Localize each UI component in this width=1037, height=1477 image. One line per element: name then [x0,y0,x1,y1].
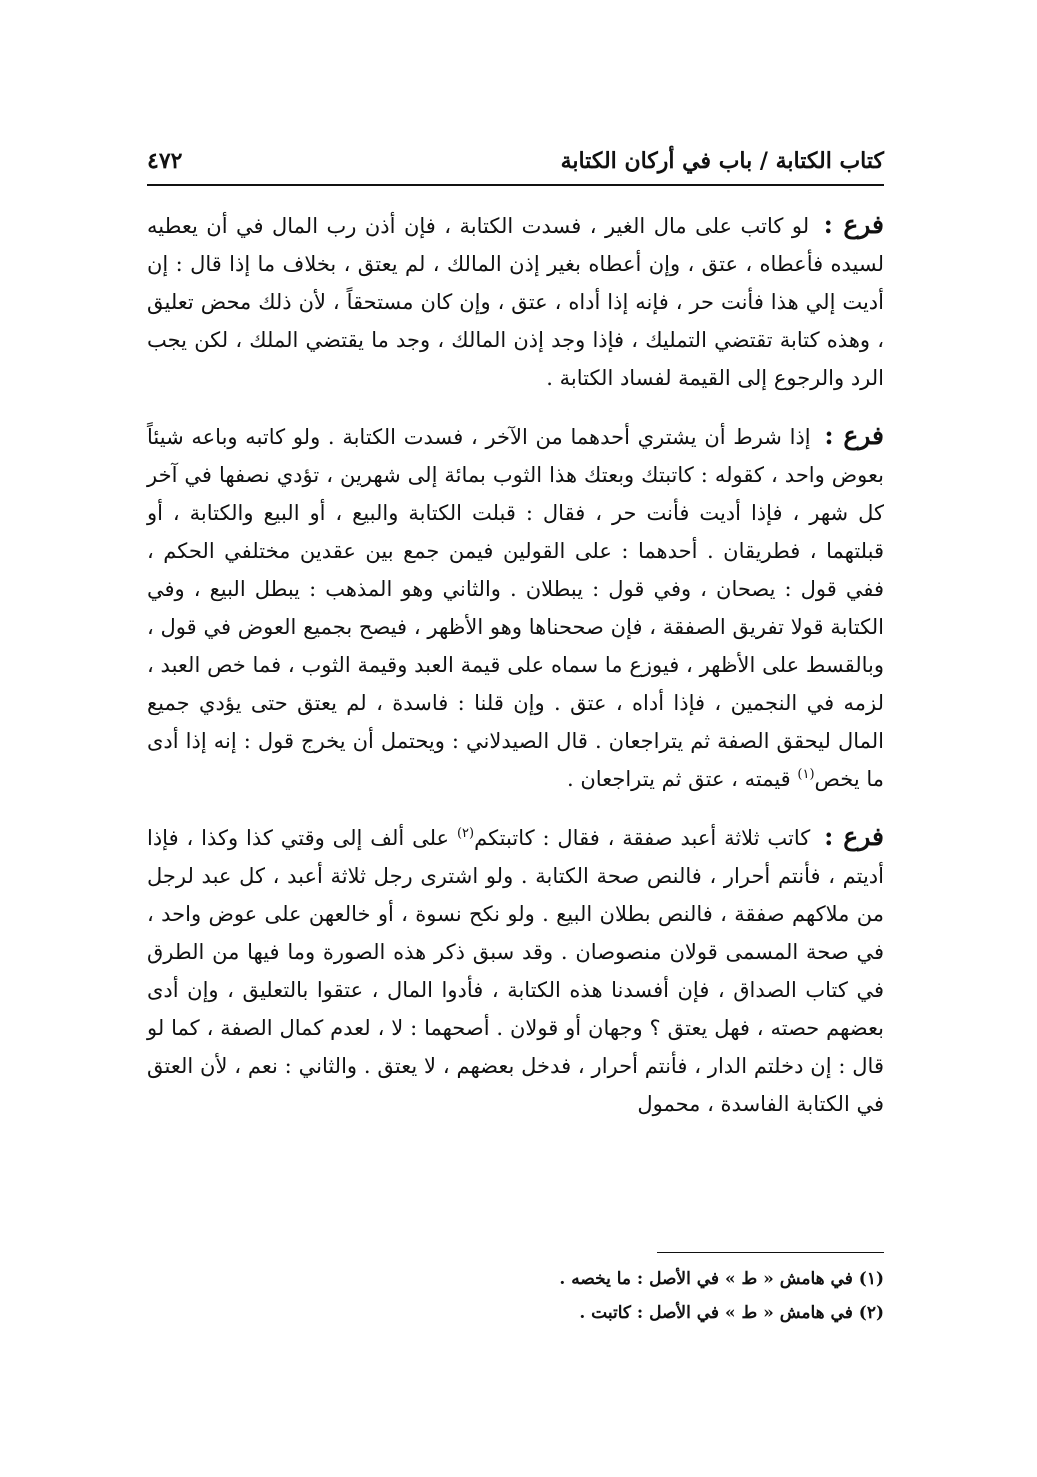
running-title: كتاب الكتابة / باب في أركان الكتابة [560,148,884,174]
paragraph-text: لو كاتب على مال الغير ، فسدت الكتابة ، فإن أذن رب المال في أن يعطيه لسيده فأعطاه ، عتق ، وإن أعطاه بغير إذن المالك ، لم يعتق ، بخلاف ما إذا قال : إن أديت إلي هذا فأنت حر ، فإنه إذا أداه ، عتق ، وإن كان مستحقاً ، لأن ذلك محض تعليق ، وهذه كتابة تقتضي التمليك ، فإذا وجد إذن المالك ، وجد ما يقتضي الملك ، لكن يجب الرد والرجوع إلى القيمة لفساد الكتابة . [147,214,884,390]
main-text [147,206,884,1143]
footnote-divider [657,1252,884,1253]
page-number: ٤٧٢ [147,148,183,174]
footnote-reference: (٢) [456,826,475,841]
paragraph-1 [147,206,884,397]
paragraph-text-continued: على ألف إلى وقتي كذا وكذا ، فإذا أديتم ، فأنتم أحرار ، فالنص صحة الكتابة . ولو اشترى رجل ثلاثة أعبد ، كل عبد لرجل من ملاكهم صفقة ، فالنص بطلان البيع . ولو نكح نسوة ، أو خالعهن على عوض واحد ، في صحة المسمى قولان منصوصان . وقد سبق ذكر هذه الصورة وما فيها من الطرق في كتاب الصداق ، فإن أفسدنا هذه الكتابة ، فأدوا المال ، عتقوا بالتعليق ، وإن أدى بعضهم حصته ، فهل يعتق ؟ وجهان أو قولان . أصحهما : لا ، لعدم كمال الصفة ، كما لو قال : إن دخلتم الدار ، فأنتم أحرار ، فدخل بعضهم ، لا يعتق . والثاني : نعم ، لأن العتق في الكتابة الفاسدة ، محمول [147,826,884,1116]
paragraph-3 [147,818,884,1123]
paragraph-label: فرع : [824,822,884,851]
footnote-reference: (١) [797,767,815,782]
paragraph-text-continued: قيمته ، عتق ثم يتراجعان . [567,767,791,791]
header-divider [147,184,884,186]
paragraph-text: إذا شرط أن يشتري أحدهما من الآخر ، فسدت الكتابة . ولو كاتبه وباعه شيئاً بعوض واحد ، كقوله : كاتبتك وبعتك هذا الثوب بمائة إلى شهرين ، تؤدي نصفها في آخر كل شهر ، فإذا أديت فأنت حر ، فقال : قبلت الكتابة والبيع ، أو البيع والكتابة ، أو قبلتهما ، فطريقان . أحدهما : على القولين فيمن جمع بين عقدين مختلفي الحكم ، ففي قول : يصحان ، وفي قول : يبطلان . والثاني وهو المذهب : يبطل البيع ، وفي الكتابة قولا تفريق الصفقة ، فإن صححناها وهو الأظهر ، فيصح بجميع العوض في قول ، وبالقسط على الأظهر ، فيوزع ما سماه على قيمة العبد وقيمة الثوب ، فما خص العبد ، لزمه في النجمين ، فإذا أداه ، عتق . وإن قلنا : فاسدة ، لم يعتق حتى يؤدي جميع المال ليحقق الصفة ثم يتراجعان . قال الصيدلاني : ويحتمل أن يخرج قول : إنه إذا أدى ما يخص [147,425,884,791]
paragraph-2 [147,417,884,798]
footnote-2: (٢) في هامش « ط » في الأصل : كاتبت . [579,1303,884,1323]
footnotes [147,1262,884,1330]
paragraph-text: كاتب ثلاثة أعبد صفقة ، فقال : كاتبتكم [474,826,811,850]
paragraph-label: فرع : [824,421,884,450]
paragraph-label: فرع : [823,210,884,239]
footnote-1: (١) في هامش « ط » في الأصل : ما يخصه . [559,1269,884,1289]
page-header [147,142,884,180]
